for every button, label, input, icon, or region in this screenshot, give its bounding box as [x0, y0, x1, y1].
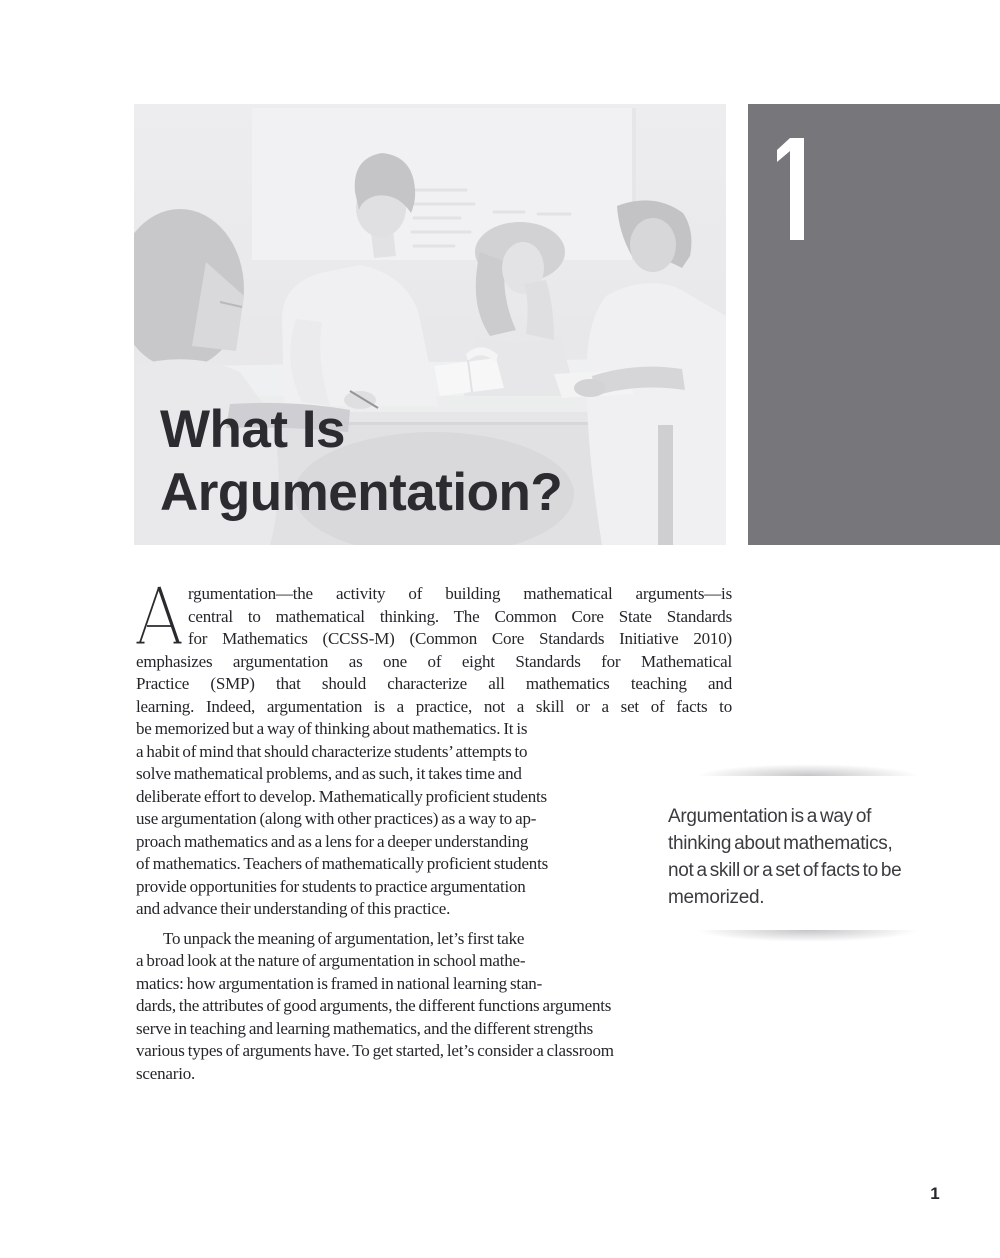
text-line: and advance their understanding of this practice.	[136, 899, 451, 918]
text-line: a broad look at the nature of argumentation in school mathe-	[136, 951, 526, 970]
dropcap-glyph	[136, 586, 182, 644]
paragraph-1	[136, 583, 732, 921]
text-line: provide opportunities for students to practice argumentation	[136, 876, 526, 896]
text-line: Practice (SMP) that should characterize all mathematics teaching and	[136, 674, 732, 693]
text-line: deliberate effort to develop. Mathematically proficient students	[136, 786, 547, 806]
pull-quote-bottom-shadow	[672, 930, 944, 946]
body-text	[136, 583, 732, 1085]
text-line: scenario.	[136, 1063, 196, 1083]
text-line: use argumentation (along with other practices) as a way to ap-	[136, 809, 537, 828]
text-line: To unpack the meaning of argumentation, let’s first take	[163, 928, 525, 948]
page-number: 1	[930, 1184, 940, 1203]
text-line: rgumentation—the activity of building mathematical arguments—is	[188, 584, 732, 603]
text-line: serve in teaching and learning mathematics, and the different strengths	[136, 1018, 594, 1038]
chapter-title-line-2: Argumentation?	[160, 463, 563, 522]
chapter-number-text	[748, 104, 749, 105]
paragraph-2	[136, 928, 732, 1086]
text-line: of mathematics. Teachers of mathematically proficient students	[136, 854, 549, 873]
text-line: a habit of mind that should characterize students’ attempts to	[136, 741, 528, 761]
students-photo	[134, 104, 726, 545]
text-line: solve mathematical problems, and as such, it takes time and	[136, 764, 522, 783]
text-line: for Mathematics (CCSS-M) (Common Core Standards Initiative 2010)	[188, 629, 732, 648]
pull-quote-line: memorized.	[668, 887, 765, 908]
pull-quote-line: not a skill or a set of facts to be	[668, 860, 902, 881]
chapter-title	[160, 398, 562, 524]
text-line: dards, the attributes of good arguments, the different functions arguments	[136, 996, 612, 1015]
pull-quote	[660, 758, 952, 954]
text-line: proach mathematics and as a lens for a deeper understanding	[136, 831, 529, 851]
pull-quote-line: thinking about mathematics,	[668, 833, 893, 854]
pull-quote-line: Argumentation is a way of	[668, 806, 872, 827]
text-line: learning. Indeed, argumentation is a practice, not a skill or a set of facts to	[136, 696, 732, 716]
text-line: emphasizes argumentation as one of eight Standards for Mathematical	[136, 651, 732, 671]
dropcap	[136, 586, 182, 646]
chapter-number-block	[748, 104, 1000, 545]
pull-quote-top-shadow	[672, 760, 944, 776]
chapter-title-line-1: What Is	[160, 400, 345, 459]
text-line: central to mathematical thinking. The Common Core State Standards	[188, 606, 732, 626]
text-line: be memorized but a way of thinking about mathematics. It is	[136, 719, 528, 738]
text-line: matics: how argumentation is framed in national learning stan-	[136, 973, 543, 993]
pull-quote-text	[668, 803, 901, 911]
chapter-number-glyph	[777, 138, 804, 240]
text-line: various types of arguments have. To get started, let’s consider a classroom	[136, 1041, 614, 1060]
